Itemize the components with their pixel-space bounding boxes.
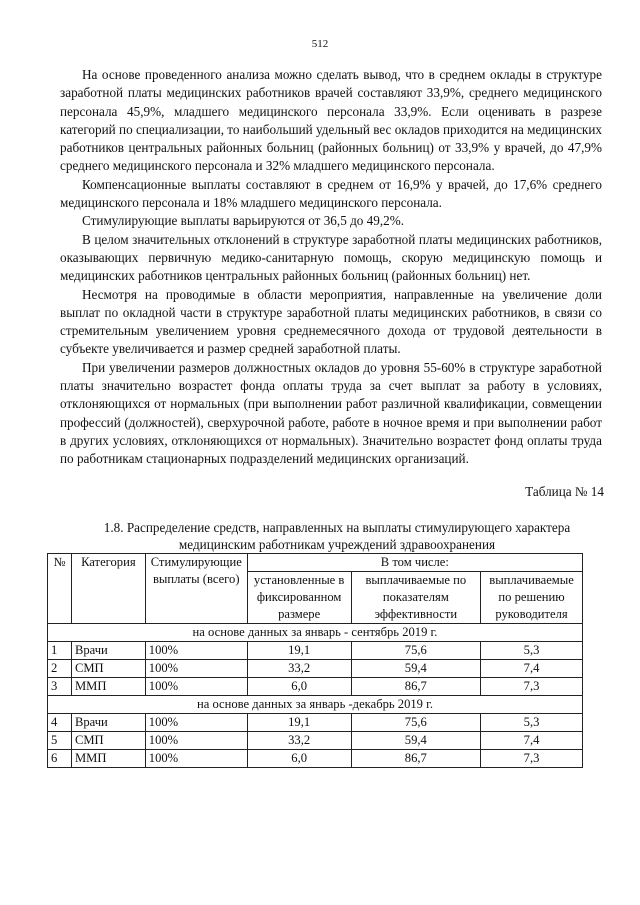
cell-no: 6 <box>48 750 72 768</box>
table-section-row <box>48 696 583 714</box>
cell-efficiency: 59,4 <box>351 732 481 750</box>
cell-manager: 7,3 <box>481 750 583 768</box>
cell-no: 1 <box>48 642 72 660</box>
paragraph: Несмотря на проводимые в области мероприятия, направленные на увеличение доли выплат по окладной части в структуре заработной платы медицинских работников, в связи со стремительным увеличением уровня среднемесячного дохода от трудовой деятельности в субъекте увеличивается и размер средней заработной платы. <box>60 286 602 357</box>
table-row <box>48 714 583 732</box>
table-row <box>48 678 583 696</box>
cell-total: 100% <box>145 714 247 732</box>
cell-total: 100% <box>145 732 247 750</box>
body-text <box>60 66 602 469</box>
header-no: № <box>48 554 72 624</box>
paragraph: Стимулирующие выплаты варьируются от 36,5 до 49,2%. <box>82 213 405 229</box>
cell-manager: 5,3 <box>481 714 583 732</box>
header-total: Стимулирующие выплаты (всего) <box>145 554 247 624</box>
cell-manager: 5,3 <box>481 642 583 660</box>
table-section-row <box>48 624 583 642</box>
cell-category: СМП <box>71 660 145 678</box>
cell-total: 100% <box>145 750 247 768</box>
cell-fixed: 19,1 <box>247 642 351 660</box>
cell-category: ММП <box>71 678 145 696</box>
cell-efficiency: 75,6 <box>351 642 481 660</box>
table-number: Таблица № 14 <box>525 484 604 499</box>
page-number: 512 <box>311 38 329 50</box>
cell-fixed: 19,1 <box>247 714 351 732</box>
section-title: на основе данных за январь -декабрь 2019 г. <box>48 696 583 714</box>
cell-total: 100% <box>145 642 247 660</box>
cell-category: СМП <box>71 732 145 750</box>
table-caption: 1.8. Распределение средств, направленных на выплаты стимулирующего характера медицинским работникам учреждений здравоохранения <box>103 520 571 552</box>
header-efficiency: выплачиваемые по показателям эффективности <box>351 572 481 624</box>
header-fixed: установленные в фиксированном размере <box>247 572 351 624</box>
table-header-row <box>48 554 583 572</box>
cell-no: 4 <box>48 714 72 732</box>
section-title: на основе данных за январь - сентябрь 2019 г. <box>48 624 583 642</box>
cell-category: Врачи <box>71 714 145 732</box>
cell-fixed: 6,0 <box>247 750 351 768</box>
header-including: В том числе: <box>247 554 582 572</box>
cell-total: 100% <box>145 678 247 696</box>
cell-total: 100% <box>145 660 247 678</box>
table-row <box>48 660 583 678</box>
cell-fixed: 33,2 <box>247 732 351 750</box>
paragraph: На основе проведенного анализа можно сделать вывод, что в среднем оклады в структуре заработной платы медицинских работников врачей составляют 33,9%, среднего медицинского персонала 45,9%, младшего медицинского персонала 33,9%. Если оценивать в разрезе категорий по специализации, то наибольший удельный вес окладов приходится на медицинских работников центральных районных больниц (районных больниц) от 33,9% у врачей, до 47,9% среднего медицинского персонала и 32% младшего медицинского персонала. <box>60 67 602 174</box>
cell-efficiency: 86,7 <box>351 750 481 768</box>
cell-fixed: 6,0 <box>247 678 351 696</box>
paragraph: При увеличении размеров должностных окладов до уровня 55-60% в структуре заработной платы значительно возрастет фонда оплаты труда за счет выплат за работу в условиях, отклоняющихся от нормальных (при выполнении работ различной квалификации, совмещении профессий (должностей), сверхурочной работе, работе в ночное время и при выполнении работ в других условиях, отклоняющихся от нормальных). Значительно возрастет фонд оплаты труда по работникам стационарных подразделений медицинских организаций. <box>60 359 602 467</box>
cell-efficiency: 59,4 <box>351 660 481 678</box>
table-row <box>48 750 583 768</box>
cell-manager: 7,4 <box>481 732 583 750</box>
cell-no: 2 <box>48 660 72 678</box>
paragraph: Компенсационные выплаты составляют в среднем от 16,9% у врачей, до 17,6% среднего медицинского персонала и 18% младшего медицинского персонала. <box>60 176 602 211</box>
cell-efficiency: 86,7 <box>351 678 481 696</box>
header-category: Категория <box>71 554 145 624</box>
cell-no: 5 <box>48 732 72 750</box>
cell-fixed: 33,2 <box>247 660 351 678</box>
table-row <box>48 732 583 750</box>
stimulating-payments-table <box>47 553 583 768</box>
cell-manager: 7,4 <box>481 660 583 678</box>
table-row <box>48 642 583 660</box>
cell-efficiency: 75,6 <box>351 714 481 732</box>
cell-category: Врачи <box>71 642 145 660</box>
cell-category: ММП <box>71 750 145 768</box>
cell-manager: 7,3 <box>481 678 583 696</box>
paragraph: В целом значительных отклонений в структуре заработной платы медицинских работников, оказывающих первичную медико-санитарную помощь, скорую медицинскую помощь и медицинских работников центральных районных больниц (районных больниц) нет. <box>60 231 602 284</box>
cell-no: 3 <box>48 678 72 696</box>
header-manager: выплачиваемые по решению руководителя <box>481 572 583 624</box>
